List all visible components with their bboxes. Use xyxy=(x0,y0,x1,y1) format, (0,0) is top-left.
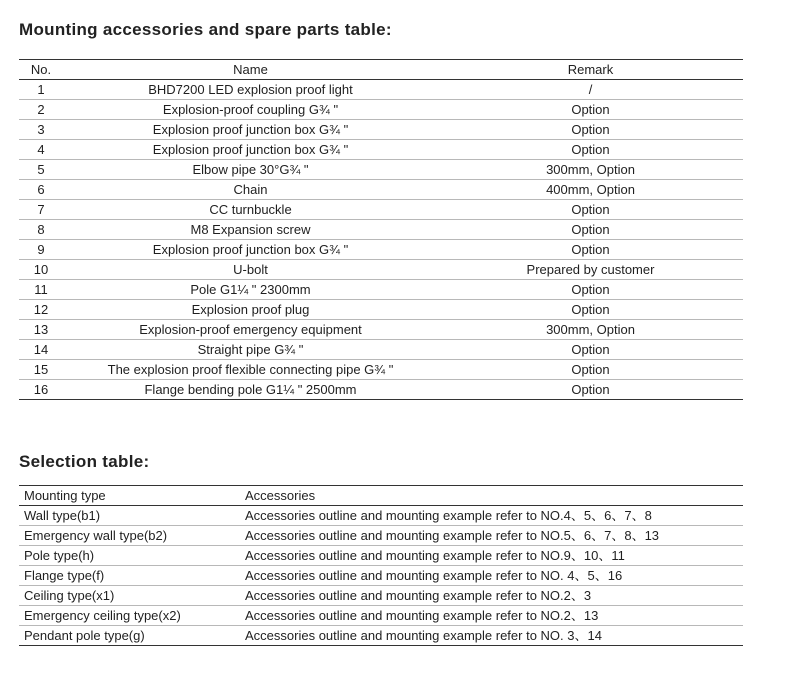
cell-no: 5 xyxy=(19,160,63,180)
table-row xyxy=(19,606,743,626)
cell-remark: Prepared by customer xyxy=(438,260,743,280)
cell-name: Explosion proof junction box G¾ " xyxy=(63,240,438,260)
table-row xyxy=(19,586,743,606)
cell-name: Elbow pipe 30°G¾ " xyxy=(63,160,438,180)
cell-name: M8 Expansion screw xyxy=(63,220,438,240)
cell-remark: Option xyxy=(438,360,743,380)
parts-table xyxy=(19,59,743,400)
cell-remark: Option xyxy=(438,140,743,160)
cell-no: 1 xyxy=(19,80,63,100)
cell-mounting-type: Pole type(h) xyxy=(19,546,240,566)
cell-remark: 400mm, Option xyxy=(438,180,743,200)
table-row xyxy=(19,80,743,100)
cell-mounting-type: Emergency ceiling type(x2) xyxy=(19,606,240,626)
cell-name: Explosion proof junction box G¾ " xyxy=(63,120,438,140)
cell-name: Pole G1¼ " 2300mm xyxy=(63,280,438,300)
cell-no: 8 xyxy=(19,220,63,240)
cell-remark: Option xyxy=(438,280,743,300)
cell-no: 2 xyxy=(19,100,63,120)
cell-name: Explosion proof plug xyxy=(63,300,438,320)
cell-remark: Option xyxy=(438,340,743,360)
header-name: Name xyxy=(63,60,438,80)
cell-accessories: Accessories outline and mounting example refer to NO.5、6、7、8、13 xyxy=(240,526,743,546)
table-row xyxy=(19,200,743,220)
cell-accessories: Accessories outline and mounting example refer to NO. 4、5、16 xyxy=(240,566,743,586)
cell-name: Explosion proof junction box G¾ " xyxy=(63,140,438,160)
cell-no: 13 xyxy=(19,320,63,340)
cell-remark: / xyxy=(438,80,743,100)
cell-name: The explosion proof flexible connecting pipe G¾ " xyxy=(63,360,438,380)
cell-remark: 300mm, Option xyxy=(438,320,743,340)
table-row xyxy=(19,180,743,200)
table-row xyxy=(19,340,743,360)
cell-accessories: Accessories outline and mounting example refer to NO. 3、14 xyxy=(240,626,743,646)
cell-name: U-bolt xyxy=(63,260,438,280)
cell-remark: Option xyxy=(438,380,743,400)
cell-name: Straight pipe G¾ " xyxy=(63,340,438,360)
cell-no: 3 xyxy=(19,120,63,140)
table-row xyxy=(19,220,743,240)
selection-table-header-row xyxy=(19,486,743,506)
table-row xyxy=(19,300,743,320)
cell-no: 9 xyxy=(19,240,63,260)
cell-mounting-type: Wall type(b1) xyxy=(19,506,240,526)
cell-no: 15 xyxy=(19,360,63,380)
parts-table-title: Mounting accessories and spare parts table: xyxy=(19,20,392,39)
cell-no: 12 xyxy=(19,300,63,320)
selection-table xyxy=(19,485,743,646)
cell-accessories: Accessories outline and mounting example refer to NO.9、10、11 xyxy=(240,546,743,566)
cell-accessories: Accessories outline and mounting example refer to NO.2、3 xyxy=(240,586,743,606)
cell-no: 16 xyxy=(19,380,63,400)
table-row xyxy=(19,626,743,646)
table-row xyxy=(19,160,743,180)
cell-mounting-type: Flange type(f) xyxy=(19,566,240,586)
cell-accessories: Accessories outline and mounting example refer to NO.4、5、6、7、8 xyxy=(240,506,743,526)
cell-remark: Option xyxy=(438,120,743,140)
cell-name: Explosion-proof emergency equipment xyxy=(63,320,438,340)
parts-table-header-row xyxy=(19,60,743,80)
cell-name: Flange bending pole G1¼ " 2500mm xyxy=(63,380,438,400)
table-row xyxy=(19,526,743,546)
cell-remark: 300mm, Option xyxy=(438,160,743,180)
cell-remark: Option xyxy=(438,100,743,120)
cell-name: BHD7200 LED explosion proof light xyxy=(63,80,438,100)
cell-accessories: Accessories outline and mounting example refer to NO.2、13 xyxy=(240,606,743,626)
cell-mounting-type: Pendant pole type(g) xyxy=(19,626,240,646)
cell-no: 11 xyxy=(19,280,63,300)
cell-no: 4 xyxy=(19,140,63,160)
cell-remark: Option xyxy=(438,300,743,320)
table-row xyxy=(19,380,743,400)
table-row xyxy=(19,100,743,120)
header-remark: Remark xyxy=(438,60,743,80)
table-row xyxy=(19,260,743,280)
table-row xyxy=(19,120,743,140)
header-no: No. xyxy=(19,60,63,80)
selection-table-title: Selection table: xyxy=(19,452,150,471)
cell-remark: Option xyxy=(438,200,743,220)
cell-no: 10 xyxy=(19,260,63,280)
table-row xyxy=(19,360,743,380)
table-row xyxy=(19,140,743,160)
cell-no: 14 xyxy=(19,340,63,360)
table-row xyxy=(19,506,743,526)
cell-mounting-type: Emergency wall type(b2) xyxy=(19,526,240,546)
cell-mounting-type: Ceiling type(x1) xyxy=(19,586,240,606)
cell-no: 6 xyxy=(19,180,63,200)
cell-name: CC turnbuckle xyxy=(63,200,438,220)
cell-remark: Option xyxy=(438,240,743,260)
table-row xyxy=(19,566,743,586)
table-row xyxy=(19,320,743,340)
cell-name: Explosion-proof coupling G¾ " xyxy=(63,100,438,120)
header-accessories: Accessories xyxy=(240,486,743,506)
cell-remark: Option xyxy=(438,220,743,240)
table-row xyxy=(19,546,743,566)
header-mounting-type: Mounting type xyxy=(19,486,240,506)
table-row xyxy=(19,280,743,300)
cell-no: 7 xyxy=(19,200,63,220)
table-row xyxy=(19,240,743,260)
cell-name: Chain xyxy=(63,180,438,200)
